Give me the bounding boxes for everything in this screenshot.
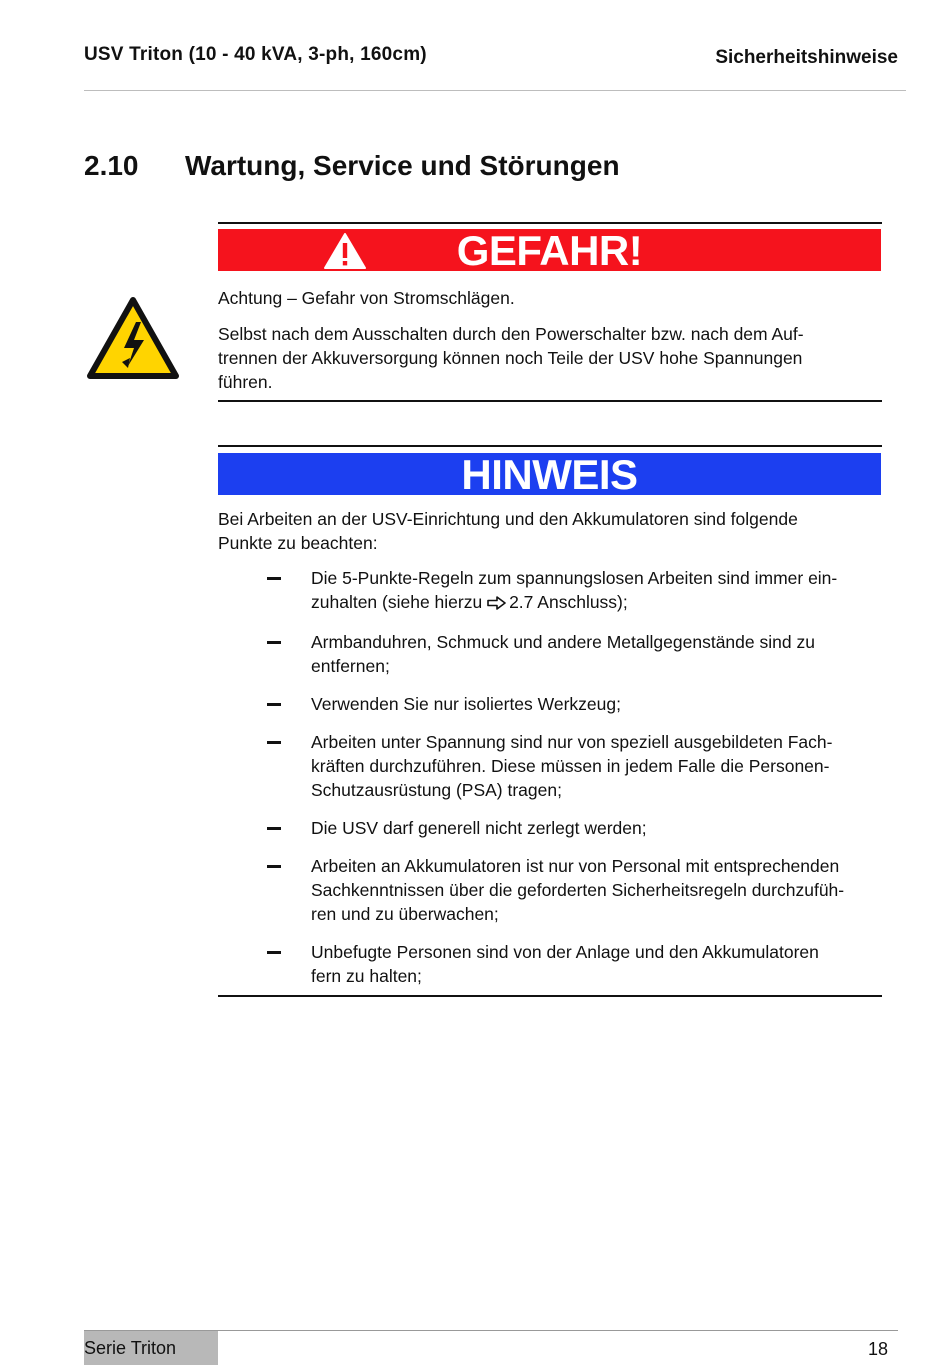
list-item-line: Armbanduhren, Schmuck und andere Metallgegenstände sind zu [311,632,815,652]
list-item-line: Arbeiten unter Spannung sind nur von speziell ausgebildeten Fach- [311,732,833,752]
list-item-text: zuhalten (siehe hierzu [311,592,488,612]
dash-bullet-icon [267,577,281,580]
chapter-title: Sicherheitshinweise [715,47,898,68]
list-item-line: Arbeiten an Akkumulatoren ist nur von Personal mit entsprechenden [311,856,840,876]
dash-bullet-icon [267,741,281,744]
danger-text-line: Selbst nach dem Ausschalten durch den Powerschalter bzw. nach dem Auf- [218,324,804,344]
list-item-line: entfernen; [311,656,390,676]
cross-reference-arrow-icon [487,592,509,616]
notice-top-rule [218,445,882,447]
danger-banner [218,227,881,274]
header-divider [84,90,906,91]
notice-intro [218,507,883,555]
notice-label: HINWEIS [461,451,638,498]
notice-bullet-list [218,566,898,1002]
document-title: USV Triton (10 - 40 kVA, 3-ph, 160cm) [84,44,427,65]
list-item-line: ren und zu überwachen; [311,904,499,924]
section-title: Wartung, Service und Störungen [185,150,620,181]
list-item-line: Unbefugte Personen sind von der Anlage und den Akkumulatoren [311,942,819,962]
list-item-line: fern zu halten; [311,966,422,986]
warning-triangle-icon [323,232,367,280]
list-item-line: Verwenden Sie nur isoliertes Werkzeug; [311,694,621,714]
list-item [218,854,898,926]
notice-banner [218,451,881,498]
dash-bullet-icon [267,641,281,644]
notice-intro-line: Punkte zu beachten: [218,533,378,553]
list-item-line: Schutzausrüstung (PSA) tragen; [311,780,562,800]
list-item [218,940,898,988]
list-item-line: kräften durchzuführen. Diese müssen in jedem Falle die Personen- [311,756,830,776]
page-number: 18 [867,1339,888,1359]
danger-top-rule [218,222,882,224]
danger-text-paragraph [218,322,883,394]
cross-reference-link[interactable]: 2.7 Anschluss); [509,592,628,612]
danger-bottom-rule [218,400,882,402]
footer-series: Serie Triton [84,1331,218,1365]
list-item [218,816,898,840]
list-item-line: Die USV darf generell nicht zerlegt werden; [311,818,647,838]
danger-label: GEFAHR! [456,227,643,274]
list-item-line: Sachkenntnissen über die geforderten Sicherheitsregeln durchzufüh- [311,880,845,900]
notice-bottom-rule [218,995,882,997]
dash-bullet-icon [267,951,281,954]
section-number: 2.10 [84,150,139,181]
danger-text-line: führen. [218,372,273,392]
list-item [218,566,898,616]
dash-bullet-icon [267,827,281,830]
dash-bullet-icon [267,703,281,706]
list-item [218,630,898,678]
list-item-line [311,590,898,616]
high-voltage-warning-icon [86,296,180,385]
list-item [218,692,898,716]
dash-bullet-icon [267,865,281,868]
notice-intro-line: Bei Arbeiten an der USV-Einrichtung und den Akkumulatoren sind folgende [218,509,798,529]
list-item [218,730,898,802]
danger-text-line: trennen der Akkuversorgung können noch Teile der USV hohe Spannungen [218,348,803,368]
list-item-line: Die 5-Punkte-Regeln zum spannungslosen Arbeiten sind immer ein- [311,568,838,588]
danger-text-line-1: Achtung – Gefahr von Stromschlägen. [218,288,515,308]
